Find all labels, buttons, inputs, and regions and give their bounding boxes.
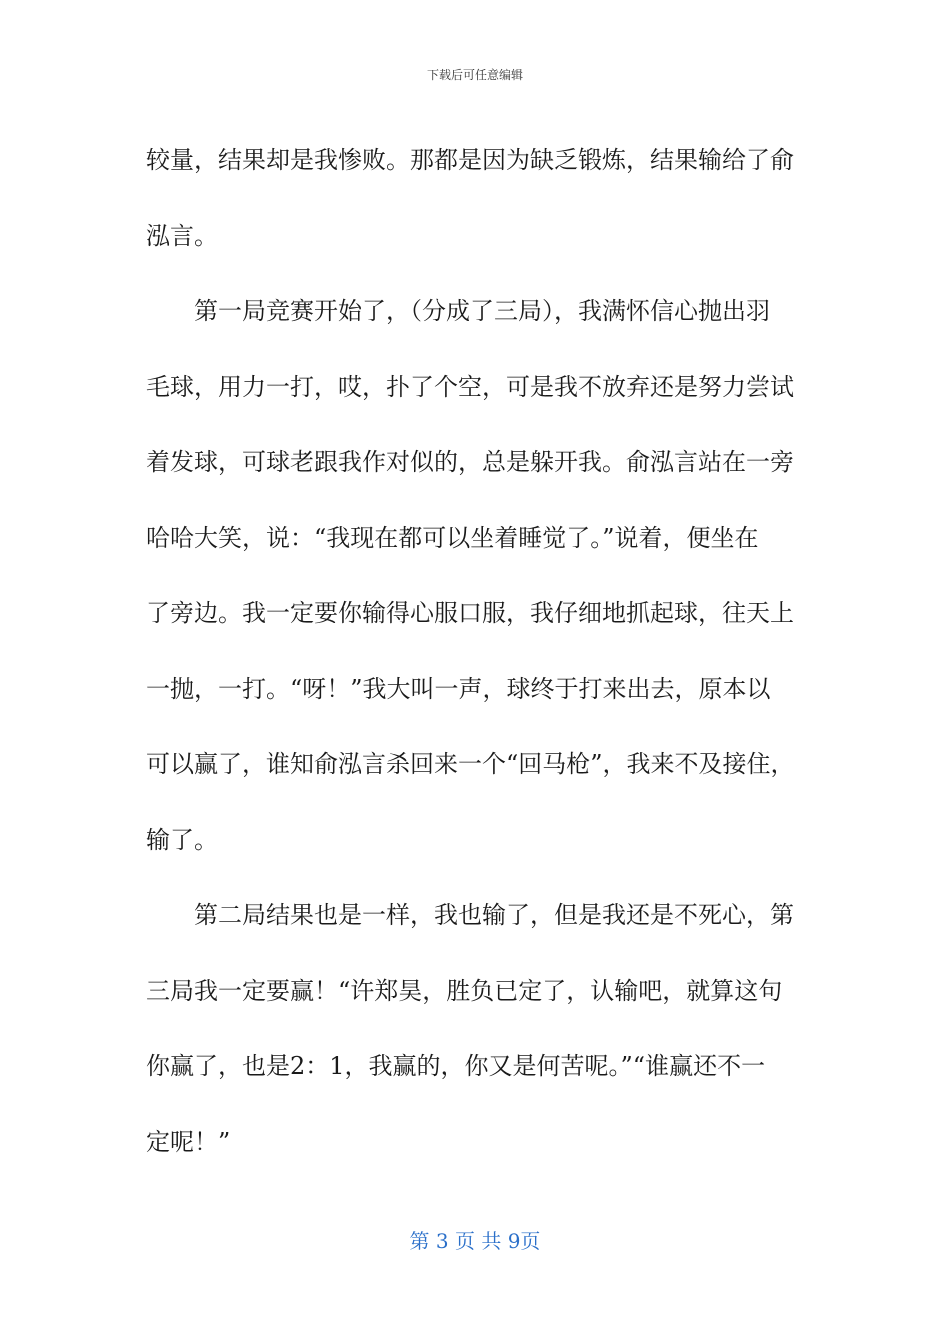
paragraph-3: [146, 878, 806, 1180]
text-line: 输了。: [146, 825, 218, 854]
page-number-footer: 第 3 页 共 9页: [409, 1229, 541, 1253]
text-line: 毛球，用力一打，哎，扑了个空，可是我不放弃还是努力尝试: [146, 372, 794, 401]
text-line: 了旁边。我一定要你输得心服口服，我仔细地抓起球，往天上: [146, 599, 794, 627]
document-body: [146, 123, 806, 1180]
text-line: 一抛，一打。“呀！”我大叫一声，球终于打来出去，原本以: [146, 674, 771, 703]
text-line: 着发球，可球老跟我作对似的，总是躲开我。俞泓言站在一旁: [146, 448, 794, 476]
page-header: 下载后可任意编辑: [426, 68, 523, 82]
text-line: 你赢了，也是2：1，我赢的，你又是何苦呢。”“谁赢还不一: [146, 1052, 766, 1080]
text-line: 第一局竞赛开始了，（分成了三局），我满怀信心抛出羽: [194, 297, 770, 325]
paragraph-1: [146, 123, 806, 274]
text-line: 可以赢了，谁知俞泓言杀回来一个“回马枪”，我来不及接住，: [146, 750, 795, 778]
paragraph-2: [146, 274, 806, 878]
text-line: 第二局结果也是一样，我也输了，但是我还是不死心，第: [194, 901, 794, 929]
text-line: 较量，结果却是我惨败。那都是因为缺乏锻炼，结果输给了俞: [146, 146, 794, 174]
text-line: 三局我一定要赢！“许郑昊，胜负已定了，认输吧，就算这句: [146, 976, 783, 1005]
text-line: 泓言。: [146, 221, 218, 250]
text-line: 定呢！”: [146, 1127, 231, 1156]
text-line: 哈哈大笑，说：“我现在都可以坐着睡觉了。”说着，便坐在: [146, 523, 759, 552]
